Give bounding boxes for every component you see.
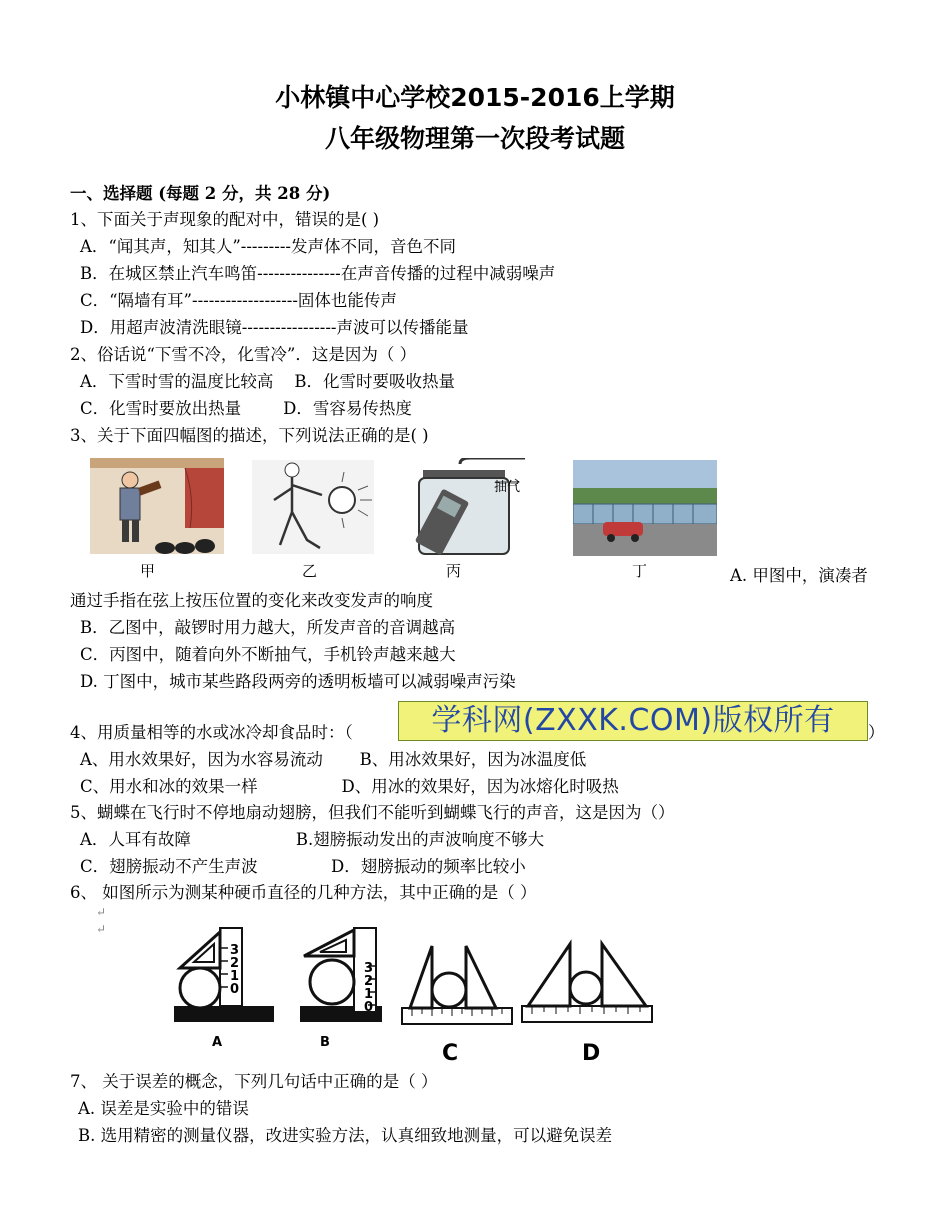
exam-title-line2: 八年级物理第一次段考试题: [324, 124, 625, 153]
q4-options-ab: A、用水效果好，因为水容易流动 B、用冰效果好，因为冰温度低: [80, 750, 587, 769]
q1-stem: 1、下面关于声现象的配对中，错误的是( ): [70, 210, 380, 229]
pump-label: 抽气: [494, 480, 521, 495]
scale-digit: 2: [364, 974, 374, 989]
figure-performer: [90, 458, 224, 554]
q5-options-ab: A．人耳有故障 B.翅膀振动发出的声波响度不够大: [80, 830, 545, 849]
q3-option-c: C．丙图中，随着向外不断抽气，手机铃声越来越大: [80, 645, 456, 664]
figure-phone-jar: [415, 458, 527, 556]
paragraph-mark-icon: ↵: [96, 905, 107, 919]
q2-options-ab: A．下雪时雪的温度比较高 B．化雪时要吸收热量: [80, 372, 456, 391]
q7-option-a: A. 误差是实验中的错误: [78, 1099, 249, 1118]
method-d: [522, 944, 652, 1065]
fig-label-d: D: [582, 1041, 601, 1065]
scale-digit: 0: [230, 982, 240, 997]
q3-option-d: D. 丁图中，城市某些路段两旁的透明板墙可以减弱噪声污染: [80, 672, 516, 691]
fig-label-c: C: [442, 1041, 459, 1065]
q3-option-a-part1: A. 甲图中，演凑者: [730, 566, 868, 585]
q4-stem-end: ）: [868, 723, 885, 742]
method-b: [300, 928, 382, 1050]
q1-option-d: D．用超声波清洗眼镜-----------------声波可以传播能量: [80, 318, 469, 337]
figure-coin-measurement: [170, 920, 660, 1065]
q1-option-b: B．在城区禁止汽车鸣笛---------------在声音传播的过程中减弱噪声: [80, 264, 556, 283]
watermark-banner: 学科网(ZXXK.COM)版权所有: [398, 701, 868, 741]
q3-stem: 3、关于下面四幅图的描述，下列说法正确的是( ): [70, 426, 429, 445]
paragraph-mark-icon: ↵: [96, 922, 107, 936]
caption-bing: 丙: [446, 562, 462, 580]
exam-title-line1: 小林镇中心学校2015-2016上学期: [275, 83, 675, 112]
caption-yi: 乙: [302, 562, 318, 580]
q3-option-b: B．乙图中，敲锣时用力越大，所发声音的音调越高: [80, 618, 456, 637]
fig-label-b: B: [320, 1035, 330, 1050]
method-c: [402, 946, 512, 1065]
scale-digit: 2: [230, 956, 240, 971]
q4-options-cd: C、用水和冰的效果一样 D、用冰的效果好，因为冰熔化时吸热: [80, 777, 619, 796]
q7-stem: 7、 关于误差的概念，下列几句话中正确的是（ ）: [70, 1072, 438, 1091]
caption-ding: 丁: [632, 562, 648, 580]
q1-option-a: A．“闻其声，知其人”---------发声体不同，音色不同: [80, 237, 456, 256]
scale-digit: 3: [364, 961, 374, 976]
q3-option-a-part2: 通过手指在弦上按压位置的变化来改变发声的响度: [70, 591, 433, 610]
method-a: [174, 928, 274, 1050]
scale-digit: 0: [364, 1000, 374, 1015]
q2-options-cd: C．化雪时要放出热量 D．雪容易传热度: [80, 399, 412, 418]
q7-option-b: B. 选用精密的测量仪器，改进实验方法，认真细致地测量，可以避免误差: [78, 1126, 613, 1145]
scale-digit: 1: [364, 987, 374, 1002]
q6-stem: 6、 如图所示为测某种硬币直径的几种方法，其中正确的是（ ）: [70, 883, 537, 902]
q5-options-cd: C．翅膀振动不产生声波 D．翅膀振动的频率比较小: [80, 857, 526, 876]
fig-label-a: A: [212, 1035, 223, 1050]
section-heading: 一、选择题 (每题 2 分，共 28 分): [70, 184, 331, 203]
q1-option-c: C．“隔墙有耳”-------------------固体也能传声: [80, 291, 397, 310]
caption-jia: 甲: [140, 562, 156, 580]
q4-stem: 4、用质量相等的水或冰冷却食品时：（: [70, 723, 353, 742]
scale-digit: 1: [230, 969, 240, 984]
q5-stem: 5、蝴蝶在飞行时不停地扇动翅膀，但我们不能听到蝴蝶飞行的声音，这是因为（）: [70, 803, 675, 822]
scale-digit: 3: [230, 943, 240, 958]
q2-stem: 2、俗话说“下雪不冷，化雪冷”．这是因为（ ）: [70, 345, 417, 364]
figure-gong: [252, 460, 374, 554]
figure-noise-barrier: [573, 460, 717, 556]
